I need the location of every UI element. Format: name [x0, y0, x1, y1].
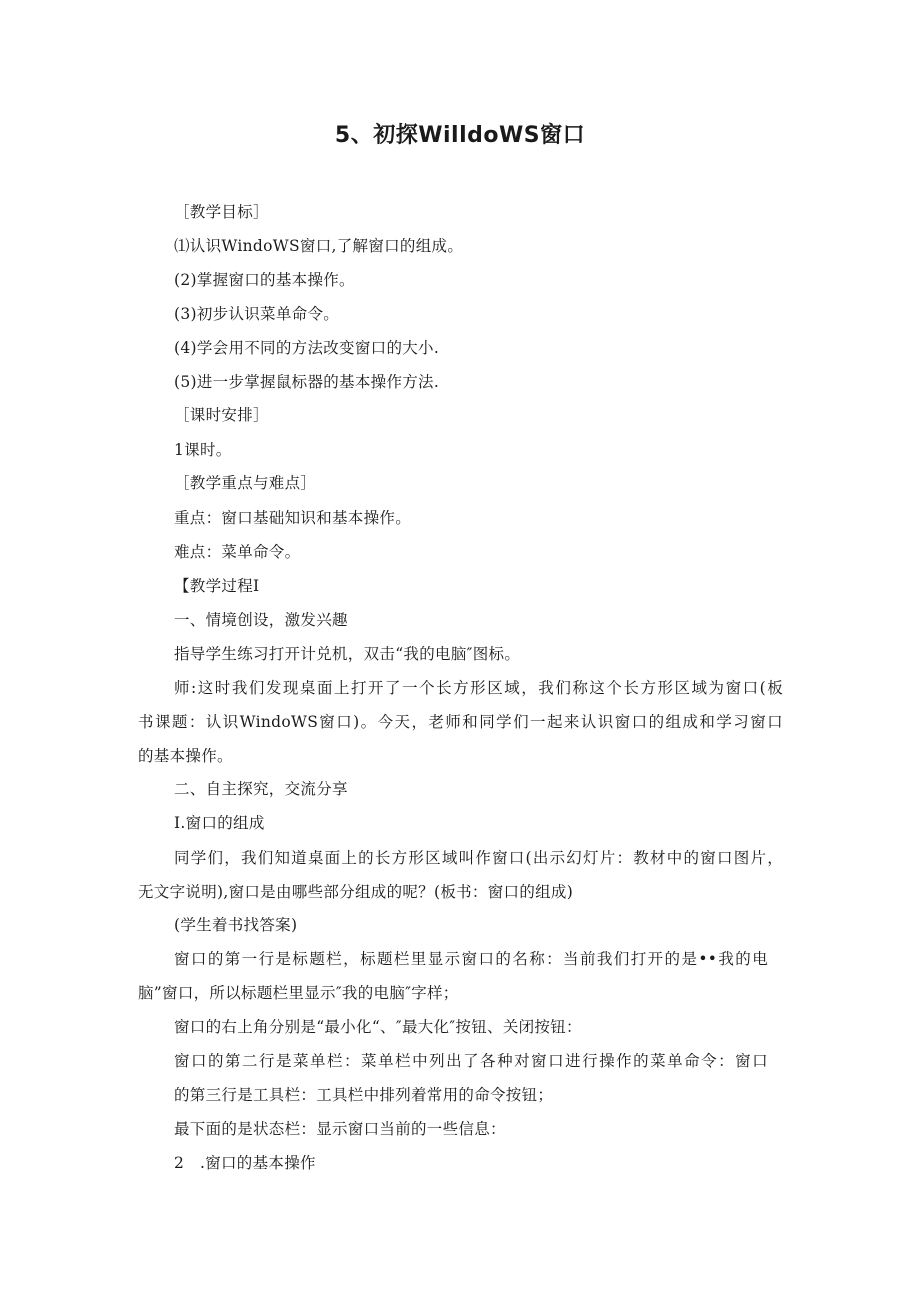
section-heading-schedule: ［课时安排］	[174, 406, 269, 424]
paragraph-line: 同学们，我们知道桌面上的长方形区域叫作窗口(出示幻灯片：教材中的窗口图片，	[174, 849, 783, 867]
paragraph-line: 的基本操作。	[138, 747, 233, 765]
paragraph-line: 无文字说明),窗口是由哪些部分组成的呢？(板书：窗口的组成)	[138, 883, 574, 901]
paragraph-line: 窗口的第二行是菜单栏：菜单栏中列出了各种对窗口进行操作的菜单命令：窗口	[174, 1052, 768, 1070]
section-heading-teaching-goals: ［教学目标］	[174, 203, 269, 221]
paragraph: 最下面的是状态栏：显示窗口当前的一些信息：	[174, 1120, 506, 1138]
paragraph: (学生着书找答案)	[174, 916, 298, 934]
subsection-heading: 一、情境创设，激发兴趣	[174, 611, 348, 629]
paragraph-line: 脑”窗口，所以标题栏里显示″我的电脑″字样；	[138, 984, 459, 1002]
section-heading-key-points: ［教学重点与难点］	[174, 474, 317, 492]
goal-item: (2)掌握窗口的基本操作。	[174, 271, 355, 289]
paragraph-line: 师:这时我们发现桌面上打开了一个长方形区域，我们称这个长方形区域为窗口(板	[174, 679, 783, 697]
paragraph: 指导学生练习打开计兑机，双击“我的电脑″图标。	[174, 645, 521, 663]
subsection-heading: 2 .窗口的基本操作	[174, 1154, 316, 1172]
goal-item: (5)进一步掌握鼠标器的基本操作方法.	[174, 373, 440, 391]
document-title: 5、初探WilldoWS窗口	[334, 123, 586, 148]
paragraph-line: 的第三行是工具栏：工具栏中排列着常用的命令按钮；	[174, 1086, 554, 1104]
goal-item: (4)学会用不同的方法改变窗口的大小.	[174, 339, 440, 357]
paragraph-line: 窗口的第一行是标题栏，标题栏里显示窗口的名称：当前我们打开的是••我的电	[174, 950, 768, 968]
section-heading-process: 【教学过程I	[174, 577, 260, 595]
paragraph-line: 书课题：认识WindoWS窗口)。今天，老师和同学们一起来认识窗口的组成和学习窗口	[138, 713, 783, 731]
goal-item: ⑴认识WindoWS窗口,了解窗口的组成。	[174, 237, 464, 255]
subsection-heading: I.窗口的组成	[174, 814, 265, 832]
paragraph: 难点：菜单命令。	[174, 543, 301, 561]
paragraph: 窗口的右上角分别是“最小化“、″最大化″按钮、关闭按钮：	[174, 1018, 582, 1036]
paragraph: 重点：窗口基础知识和基本操作。	[174, 509, 412, 527]
subsection-heading: 二、自主探究，交流分享	[174, 780, 348, 798]
paragraph: 1课时。	[174, 441, 232, 459]
goal-item: (3)初步认识菜单命令。	[174, 305, 340, 323]
